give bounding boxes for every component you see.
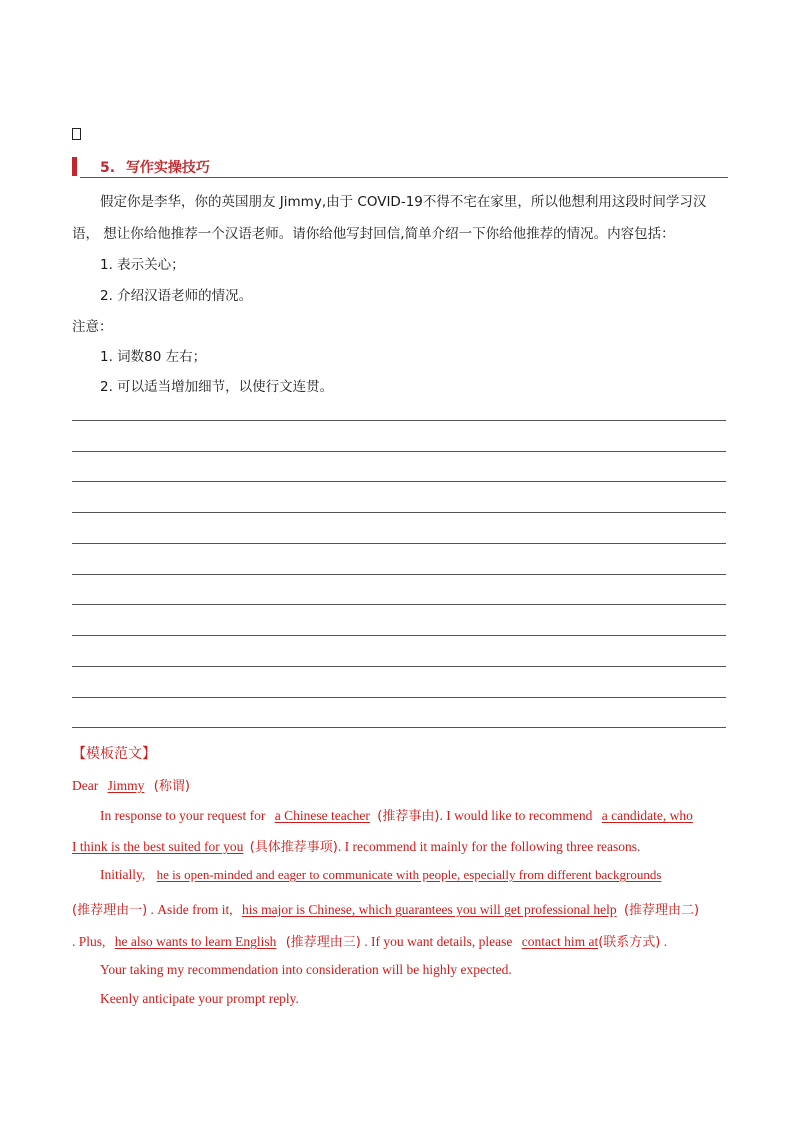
template-line-3: [100, 867, 661, 883]
note-item-2: 2. 可以适当增加细节，以使行文连贯。: [100, 379, 334, 395]
template-line-1: [100, 805, 693, 824]
prompt-item-1: 1. 表示关心；: [100, 257, 185, 273]
text-segment: . I recommend it mainly for the following three reasons.: [337, 839, 641, 854]
blank-fill: he also wants to learn English: [114, 934, 277, 949]
template-line-5: [72, 931, 667, 950]
text-segment: . Plus,: [72, 934, 106, 949]
template-line-7: Keenly anticipate your prompt reply.: [100, 991, 299, 1006]
note-item-1: 1. 词数80 左右；: [100, 349, 207, 365]
answer-line: [72, 574, 726, 575]
section-number: 5.: [100, 160, 116, 176]
answer-line: [72, 420, 726, 421]
answer-line: [72, 697, 726, 698]
blank-fill: contact him at: [521, 934, 599, 949]
section-rule: [80, 177, 728, 178]
blank-fill: his major is Chinese, which guarantees you will get professional help: [242, 902, 617, 917]
answer-line: [72, 604, 726, 605]
salutation: Dear: [72, 778, 99, 793]
section-title: 写作实操技巧: [125, 160, 210, 176]
text-segment: In response to your request for: [100, 808, 266, 823]
blank-fill: a Chinese teacher: [274, 808, 370, 823]
note-label: 注意：: [72, 319, 113, 335]
answer-line: [72, 481, 726, 482]
placeholder-box-icon: [72, 128, 81, 140]
text-segment: Initially,: [100, 867, 146, 882]
salutation-name: Jimmy: [107, 778, 145, 793]
blank-fill: I think is the best suited for you: [72, 839, 244, 854]
answer-line: [72, 666, 726, 667]
answer-line: [72, 451, 726, 452]
text-segment: . Aside from it,: [147, 902, 233, 917]
template-line-4: [72, 899, 699, 918]
prompt-item-2: 2. 介绍汉语老师的情况。: [100, 288, 253, 304]
hint-tag: (推荐事由): [377, 809, 440, 824]
hint-tag: (推荐理由三): [285, 935, 361, 950]
blank-fill: he is open-minded and eager to communicate with people, especially from different backgrounds: [156, 867, 662, 882]
text-segment: . I would like to recommend: [439, 808, 593, 823]
answer-line: [72, 512, 726, 513]
hint-tag: (具体推荐事项): [249, 840, 338, 855]
hint-tag: (联系方式): [598, 935, 661, 950]
blank-fill: a candidate, who: [601, 808, 693, 823]
text-segment: . If you want details, please: [360, 934, 513, 949]
answer-line: [72, 727, 726, 728]
hint-tag: (推荐理由一): [72, 903, 148, 918]
template-line-2: [72, 836, 640, 855]
salutation-line: [72, 775, 190, 794]
answer-line: [72, 543, 726, 544]
salutation-tag: (称谓): [153, 779, 190, 794]
answer-line: [72, 635, 726, 636]
text-segment: .: [660, 934, 668, 949]
section-marker-bar: [72, 157, 77, 176]
template-line-6: Your taking my recommendation into consideration will be highly expected.: [100, 962, 512, 977]
prompt-line-2: 语， 想让你给他推荐一个汉语老师。请你给他写封回信,简单介绍一下你给他推荐的情况。内容包括：: [72, 226, 675, 242]
prompt-line-1: 假定你是李华，你的英国朋友 Jimmy,由于 COVID-19不得不宅在家里，所以他想利用这段时间学习汉: [100, 194, 707, 210]
hint-tag: (推荐理由二): [623, 903, 700, 918]
template-title: 【模板范文】: [72, 746, 156, 762]
section-heading: [100, 157, 210, 177]
